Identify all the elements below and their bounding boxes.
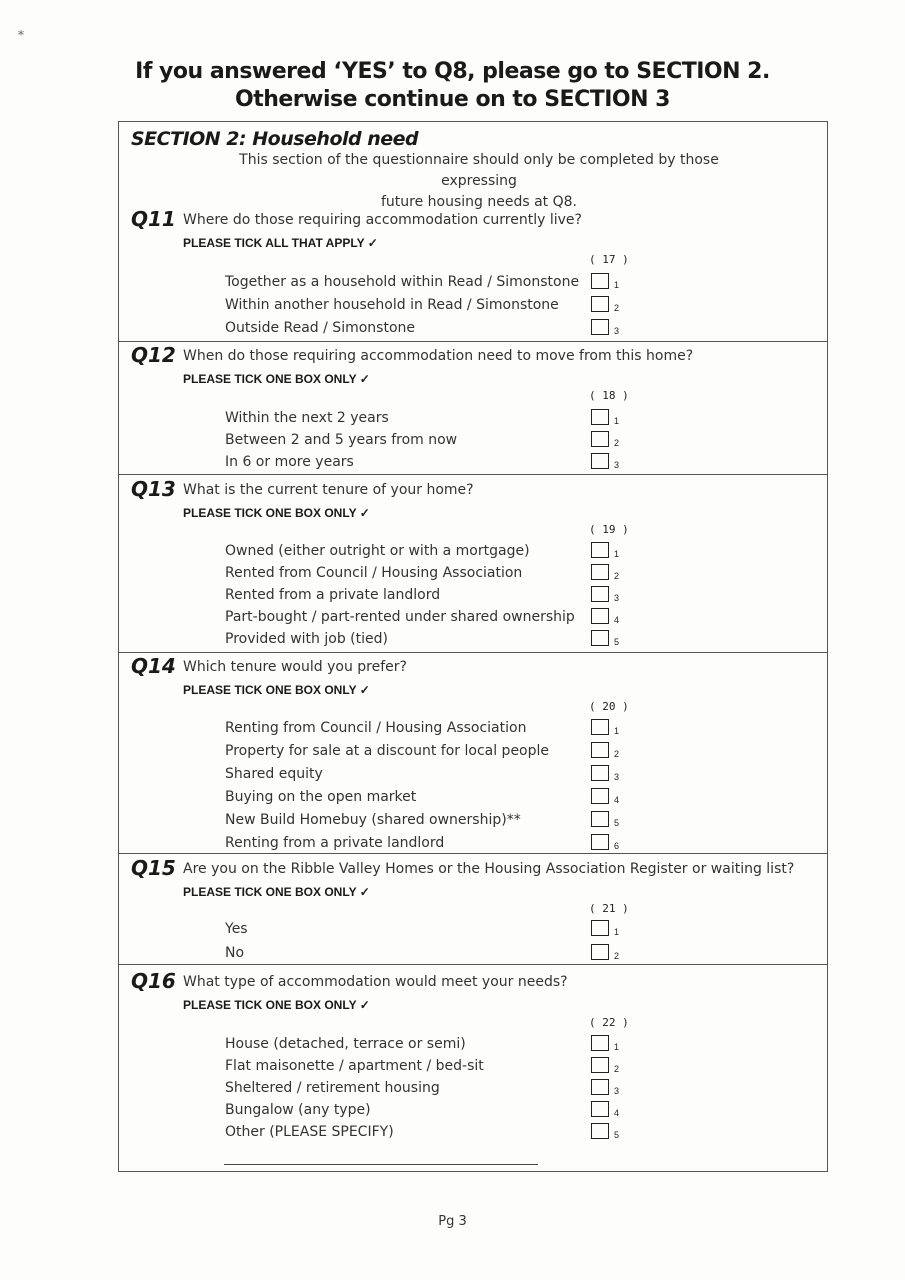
- option-checkbox[interactable]: [591, 630, 609, 646]
- option-label: Sheltered / retirement housing: [225, 1080, 440, 1096]
- option-label: Provided with job (tied): [225, 631, 388, 647]
- option-code-number: 3: [614, 326, 620, 336]
- option-checkbox[interactable]: [591, 409, 609, 425]
- option-code-number: 2: [614, 749, 620, 759]
- option-label: Flat maisonette / apartment / bed-sit: [225, 1058, 484, 1074]
- question-instruction: PLEASE TICK ALL THAT APPLY ✓: [183, 236, 378, 250]
- option-checkbox[interactable]: [591, 1079, 609, 1095]
- option-checkbox[interactable]: [591, 431, 609, 447]
- option-checkbox[interactable]: [591, 719, 609, 735]
- question-divider: [119, 853, 827, 854]
- option-label: Rented from Council / Housing Association: [225, 565, 523, 581]
- option-code-number: 5: [614, 818, 620, 828]
- option-code-number: 2: [614, 438, 620, 448]
- option-checkbox[interactable]: [591, 542, 609, 558]
- question-number: Q16: [131, 969, 176, 993]
- option-checkbox[interactable]: [591, 564, 609, 580]
- option-label: Bungalow (any type): [225, 1102, 371, 1118]
- option-label: Renting from Council / Housing Association: [225, 720, 527, 736]
- option-checkbox[interactable]: [591, 920, 609, 936]
- option-code-number: 1: [614, 726, 620, 736]
- question-number: Q11: [131, 207, 176, 231]
- column-code: ( 17 ): [589, 253, 629, 266]
- option-label: Within another household in Read / Simonstone: [225, 297, 559, 313]
- option-checkbox[interactable]: [591, 944, 609, 960]
- question-text: Where do those requiring accommodation currently live?: [183, 212, 582, 228]
- option-label: Other (PLEASE SPECIFY): [225, 1124, 394, 1140]
- option-code-number: 4: [614, 795, 620, 805]
- question-number: Q15: [131, 856, 176, 880]
- option-checkbox[interactable]: [591, 296, 609, 312]
- option-checkbox[interactable]: [591, 1123, 609, 1139]
- question-instruction: PLEASE TICK ONE BOX ONLY ✓: [183, 998, 370, 1012]
- option-checkbox[interactable]: [591, 788, 609, 804]
- heading-line-1: If you answered ‘YES’ to Q8, please go to SECTION 2.: [135, 59, 770, 84]
- question-text: When do those requiring accommodation need to move from this home?: [183, 348, 694, 364]
- question-number: Q13: [131, 477, 176, 501]
- page-heading: [0, 58, 905, 114]
- option-checkbox[interactable]: [591, 1057, 609, 1073]
- option-code-number: 4: [614, 615, 620, 625]
- option-label: Part-bought / part-rented under shared ownership: [225, 609, 575, 625]
- question-text: What type of accommodation would meet your needs?: [183, 974, 568, 990]
- column-code: ( 19 ): [589, 523, 629, 536]
- question-text: What is the current tenure of your home?: [183, 482, 474, 498]
- option-label: Renting from a private landlord: [225, 835, 445, 851]
- option-code-number: 1: [614, 280, 620, 290]
- option-checkbox[interactable]: [591, 811, 609, 827]
- section-2-box: [118, 121, 828, 1172]
- option-label: Rented from a private landlord: [225, 587, 441, 603]
- question-number: Q14: [131, 654, 176, 678]
- option-code-number: 2: [614, 571, 620, 581]
- option-checkbox[interactable]: [591, 765, 609, 781]
- other-specify-line[interactable]: [224, 1164, 538, 1165]
- question-number: Q12: [131, 343, 176, 367]
- option-label: Between 2 and 5 years from now: [225, 432, 458, 448]
- option-checkbox[interactable]: [591, 742, 609, 758]
- option-label: Buying on the open market: [225, 789, 417, 805]
- option-code-number: 3: [614, 772, 620, 782]
- page-number: Pg 3: [438, 1214, 467, 1229]
- option-checkbox[interactable]: [591, 608, 609, 624]
- section-description-line-2: future housing needs at Q8.: [380, 194, 577, 210]
- option-code-number: 5: [614, 1130, 620, 1140]
- option-code-number: 4: [614, 1108, 620, 1118]
- section-description-line-1: This section of the questionnaire should only be completed by those expressing: [239, 152, 719, 189]
- option-checkbox[interactable]: [591, 834, 609, 850]
- question-instruction: PLEASE TICK ONE BOX ONLY ✓: [183, 506, 370, 520]
- option-checkbox[interactable]: [591, 1035, 609, 1051]
- option-label: New Build Homebuy (shared ownership)**: [225, 812, 521, 828]
- option-code-number: 1: [614, 416, 620, 426]
- option-label: No: [225, 945, 245, 961]
- question-divider: [119, 964, 827, 965]
- option-checkbox[interactable]: [591, 319, 609, 335]
- option-code-number: 1: [614, 1042, 620, 1052]
- column-code: ( 20 ): [589, 700, 629, 713]
- section-title: SECTION 2: Household need: [131, 128, 419, 150]
- section-description: [209, 150, 749, 213]
- option-checkbox[interactable]: [591, 273, 609, 289]
- option-checkbox[interactable]: [591, 586, 609, 602]
- heading-line-2: Otherwise continue on to SECTION 3: [235, 87, 670, 112]
- question-instruction: PLEASE TICK ONE BOX ONLY ✓: [183, 372, 370, 386]
- option-label: Property for sale at a discount for local people: [225, 743, 550, 759]
- option-code-number: 2: [614, 303, 620, 313]
- option-code-number: 3: [614, 1086, 620, 1096]
- option-code-number: 2: [614, 951, 620, 961]
- option-checkbox[interactable]: [591, 1101, 609, 1117]
- option-label: Shared equity: [225, 766, 323, 782]
- option-label: Within the next 2 years: [225, 410, 389, 426]
- column-code: ( 21 ): [589, 902, 629, 915]
- question-divider: [119, 652, 827, 653]
- option-checkbox[interactable]: [591, 453, 609, 469]
- column-code: ( 18 ): [589, 389, 629, 402]
- question-divider: [119, 341, 827, 342]
- option-code-number: 1: [614, 549, 620, 559]
- option-code-number: 2: [614, 1064, 620, 1074]
- question-text: Are you on the Ribble Valley Homes or the Housing Association Register or waiting list?: [183, 861, 795, 877]
- option-label: Outside Read / Simonstone: [225, 320, 415, 336]
- option-label: Yes: [225, 921, 248, 937]
- option-label: Owned (either outright or with a mortgage): [225, 543, 530, 559]
- option-code-number: 3: [614, 460, 620, 470]
- option-code-number: 1: [614, 927, 620, 937]
- question-divider: [119, 474, 827, 475]
- option-code-number: 3: [614, 593, 620, 603]
- question-instruction: PLEASE TICK ONE BOX ONLY ✓: [183, 885, 370, 899]
- question-text: Which tenure would you prefer?: [183, 659, 407, 675]
- option-label: Together as a household within Read / Simonstone: [225, 274, 580, 290]
- option-code-number: 5: [614, 637, 620, 647]
- option-label: In 6 or more years: [225, 454, 354, 470]
- option-code-number: 6: [614, 841, 620, 851]
- scan-mark: *: [18, 28, 24, 42]
- question-instruction: PLEASE TICK ONE BOX ONLY ✓: [183, 683, 370, 697]
- column-code: ( 22 ): [589, 1016, 629, 1029]
- option-label: House (detached, terrace or semi): [225, 1036, 466, 1052]
